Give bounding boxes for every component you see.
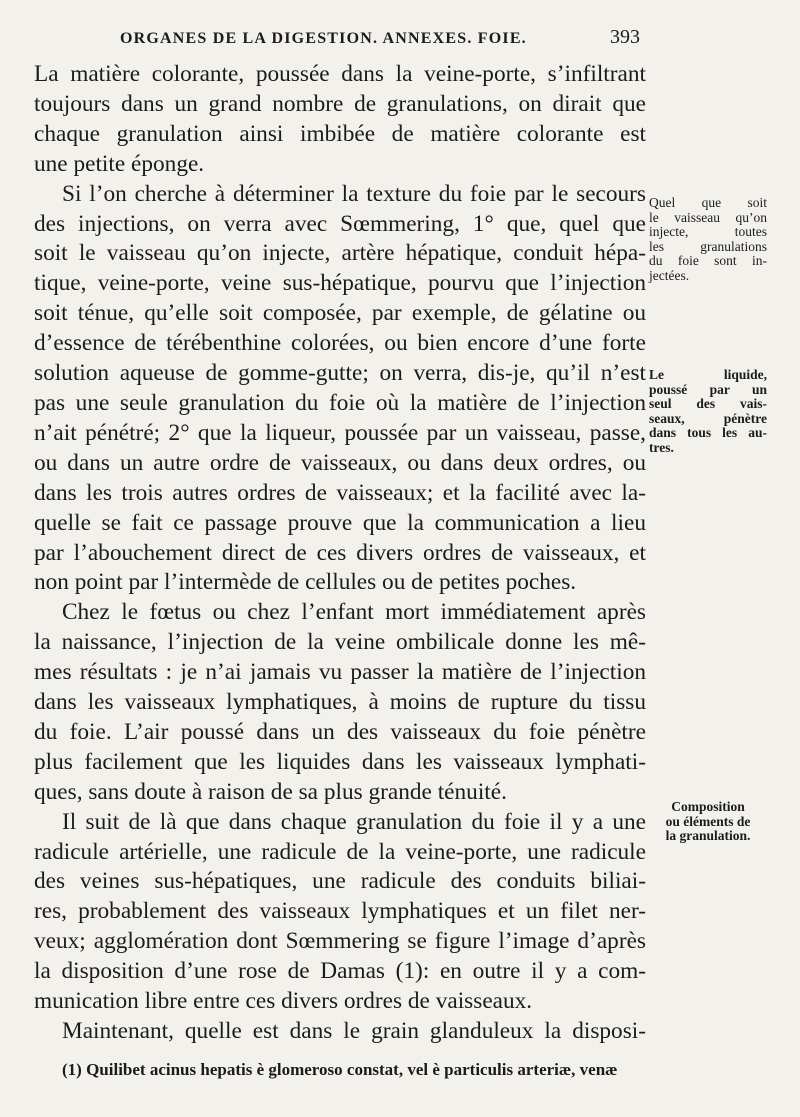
- margin-line: seaux, pénètre: [649, 410, 767, 426]
- text-line: Chez le fœtus ou chez l’enfant mort immédiatement après: [62, 599, 646, 626]
- margin-line: les granulations: [649, 238, 767, 254]
- margin-line: jectées.: [649, 267, 690, 283]
- text-line: Il suit de là que dans chaque granulation du foie il y a une: [62, 808, 646, 835]
- text-line: munication libre entre ces divers ordres de vaisseaux.: [34, 988, 533, 1015]
- running-title: ORGANES DE LA DIGESTION. ANNEXES. FOIE.: [120, 30, 527, 47]
- margin-line: Le liquide,: [649, 367, 767, 382]
- paragraph-1: [34, 60, 646, 180]
- text-line: non point par l’intermède de cellules ou de petites poches.: [34, 569, 577, 596]
- text-line: pas une seule granulation du foie où la matière de l’injection: [34, 389, 646, 416]
- text-line: ques, sans doute à raison de sa plus grande ténuité.: [34, 778, 507, 805]
- margin-line: le vaisseau qu’on: [649, 209, 767, 225]
- text-line: soit ténue, qu’elle soit composée, par exemple, de gélatine ou: [34, 300, 646, 327]
- margin-line: dans tous les au-: [649, 425, 767, 440]
- margin-line: injecte, toutes: [649, 224, 767, 239]
- text-line: dans les trois autres ordres de vaisseaux; et la facilité avec la-: [34, 479, 646, 506]
- text-line: mes résultats : je n’ai jamais vu passer la matière de l’injection: [34, 659, 646, 686]
- text-line: tique, veine-porte, veine sus-hépatique, pourvu que l’injection: [34, 270, 646, 297]
- text-line: dans les vaisseaux lymphatiques, à moins de rupture du tissu: [34, 689, 646, 716]
- text-line: quelle se fait ce passage prouve que la communication a lieu: [34, 509, 646, 536]
- text-line: res, probablement des vaisseaux lymphatiques et un filet ner-: [34, 898, 646, 925]
- margin-line: ou éléments de: [665, 813, 751, 829]
- margin-note-composition: [649, 800, 767, 844]
- paragraph-4: [34, 808, 646, 1017]
- margin-line: poussé par un: [649, 381, 767, 397]
- running-header: [120, 26, 640, 48]
- text-line: veux; agglomération dont Sœmmering se figure l’image d’après: [34, 928, 646, 955]
- margin-line: du foie sont in-: [649, 253, 767, 268]
- margin-line: tres.: [649, 439, 674, 455]
- paragraph-5: [34, 1017, 646, 1047]
- margin-line: la granulation.: [665, 828, 751, 843]
- margin-note-injection: [649, 196, 767, 283]
- text-line: des veines sus-hépatiques, une radicule des conduits biliai-: [34, 868, 646, 895]
- text-line: La matière colorante, poussée dans la veine-porte, s’infiltrant: [34, 61, 646, 87]
- paragraph-3: [34, 598, 646, 807]
- text-line: solution aqueuse de gomme-gutte; on verra, dis-je, qu’il n’est: [34, 360, 646, 387]
- page-number: 393: [610, 26, 640, 48]
- margin-note-liquide: [649, 368, 767, 455]
- text-line: toujours dans un grand nombre de granulations, on dirait que: [34, 90, 646, 117]
- margin-line: seul des vais-: [649, 396, 767, 411]
- text-line: une petite éponge.: [34, 150, 205, 177]
- text-line: par l’abouchement direct de ces divers ordres de vaisseaux, et: [34, 539, 646, 566]
- text-line: chaque granulation ainsi imbibée de matière colorante est: [34, 120, 646, 147]
- text-line: radicule artérielle, une radicule de la veine-porte, une radicule: [34, 838, 646, 865]
- text-line: la disposition d’une rose de Damas (1): en outre il y a com-: [34, 958, 646, 985]
- text-line: Si l’on cherche à déterminer la texture du foie par le secours: [62, 180, 646, 207]
- margin-line: Composition: [671, 799, 745, 814]
- main-text: [34, 60, 646, 1047]
- text-line: du foie. L’air poussé dans un des vaisseaux du foie pénètre: [34, 718, 646, 745]
- paragraph-2: [34, 180, 646, 599]
- margin-line: Quel que soit: [649, 195, 767, 210]
- footnote: (1) Quilibet acinus hepatis è glomeroso constat, vel è particulis arteriæ, venæ: [62, 1060, 618, 1079]
- text-line: ou dans un autre ordre de vaisseaux, ou dans deux ordres, ou: [34, 449, 646, 476]
- text-line: la naissance, l’injection de la veine ombilicale donne les mê-: [34, 629, 646, 656]
- text-line: Maintenant, quelle est dans le grain glanduleux la disposi-: [62, 1018, 646, 1044]
- text-line: des injections, on verra avec Sœmmering, 1° que, quel que: [34, 210, 646, 237]
- text-line: soit le vaisseau qu’on injecte, artère hépatique, conduit hépa-: [34, 240, 646, 267]
- text-line: d’essence de térébenthine colorées, ou bien encore d’une forte: [34, 330, 646, 357]
- text-line: plus facilement que les liquides dans les vaisseaux lymphati-: [34, 748, 646, 775]
- text-line: n’ait pénétré; 2° que la liqueur, poussée par un vaisseau, passe,: [34, 419, 646, 446]
